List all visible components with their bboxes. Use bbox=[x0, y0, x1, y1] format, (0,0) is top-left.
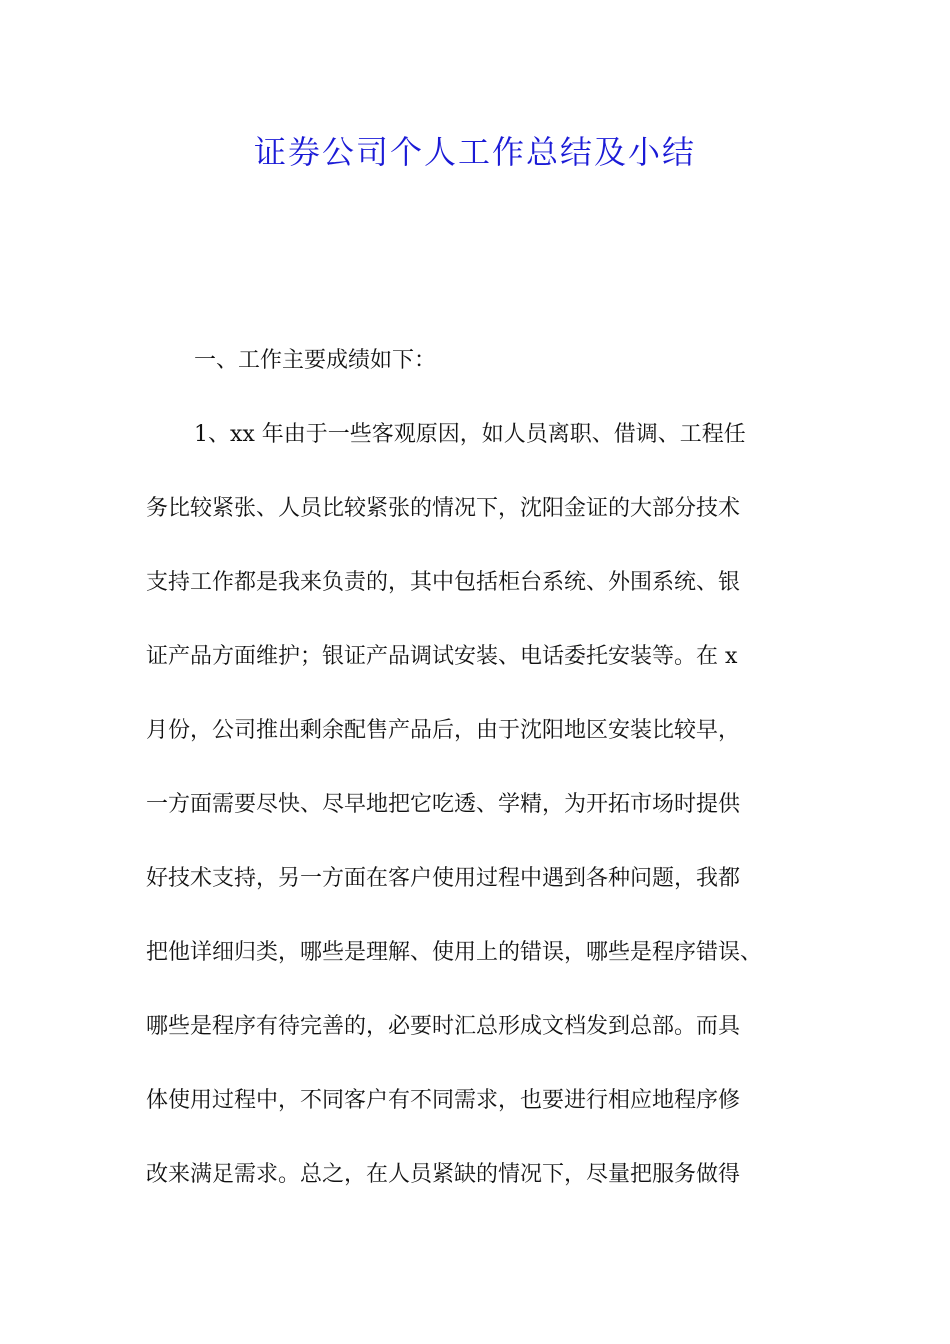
paragraph-line: 把他详细归类，哪些是理解、使用上的错误，哪些是程序错误、 bbox=[146, 940, 763, 965]
body-paragraph bbox=[146, 398, 836, 1212]
paragraph-line: 好技术支持，另一方面在客户使用过程中遇到各种问题，我都 bbox=[146, 866, 741, 891]
paragraph-line: 一方面需要尽快、尽早地把它吃透、学精，为开拓市场时提供 bbox=[146, 792, 741, 817]
document-title: 证券公司个人工作总结及小结 bbox=[253, 133, 696, 171]
paragraph-line: 体使用过程中，不同客户有不同需求，也要进行相应地程序修 bbox=[146, 1088, 741, 1113]
section-heading-text: 一、工作主要成绩如下： bbox=[194, 348, 437, 373]
paragraph-line: 务比较紧张、人员比较紧张的情况下，沈阳金证的大部分技术 bbox=[146, 496, 741, 521]
paragraph-line: 哪些是程序有待完善的，必要时汇总形成文档发到总部。而具 bbox=[146, 1014, 741, 1039]
paragraph-line: 改来满足需求。总之，在人员紧缺的情况下，尽量把服务做得 bbox=[146, 1162, 741, 1187]
paragraph-line: 支持工作都是我来负责的，其中包括柜台系统、外围系统、银 bbox=[146, 570, 741, 595]
section-heading bbox=[146, 324, 836, 398]
paragraph-line: 证产品方面维护；银证产品调试安装、电话委托安装等。在 x bbox=[146, 644, 738, 669]
paragraph-line: 月份，公司推出剩余配售产品后，由于沈阳地区安装比较早， bbox=[146, 718, 741, 743]
paragraph-line: 1、xx 年由于一些客观原因，如人员离职、借调、工程任 bbox=[194, 422, 746, 447]
